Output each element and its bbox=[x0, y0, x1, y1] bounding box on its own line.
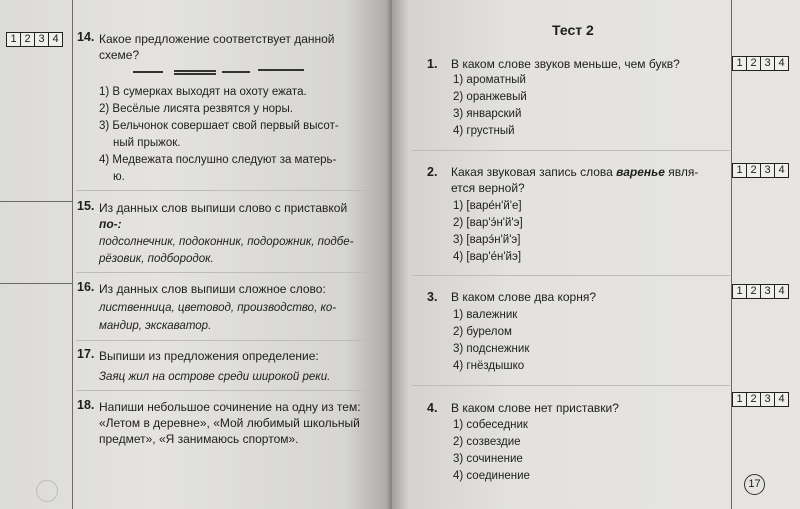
answer-cell[interactable]: 1 bbox=[733, 164, 747, 177]
option: 2) созвездие bbox=[453, 436, 521, 448]
question-text bbox=[451, 164, 698, 180]
divider bbox=[412, 150, 730, 151]
question-number: 14. bbox=[77, 30, 95, 44]
divider bbox=[76, 190, 376, 191]
question-text: Из данных слов выпиши слово с приставкой bbox=[99, 201, 348, 215]
option: 3) сочинение bbox=[453, 453, 523, 465]
scheme-dash bbox=[258, 69, 304, 71]
scheme-dash bbox=[133, 71, 163, 73]
divider bbox=[76, 390, 376, 391]
question-number: 1. bbox=[427, 57, 438, 71]
highlighted-word: варенье bbox=[616, 165, 665, 179]
option: 1) В сумерках выходят на охоту ежата. bbox=[99, 86, 307, 98]
answer-cell[interactable]: 1 bbox=[733, 285, 747, 298]
word-list: мандир, экскаватор. bbox=[99, 320, 212, 332]
answer-cell[interactable]: 2 bbox=[747, 164, 761, 177]
answer-cell[interactable]: 1 bbox=[733, 393, 747, 406]
answer-cell[interactable]: 1 bbox=[7, 33, 21, 46]
answer-cell[interactable]: 2 bbox=[747, 285, 761, 298]
answer-box-q14 bbox=[6, 32, 63, 47]
question-number: 3. bbox=[427, 290, 438, 304]
left-margin-tick bbox=[0, 201, 72, 202]
option: 3) январский bbox=[453, 108, 522, 120]
answer-cell[interactable]: 4 bbox=[778, 285, 785, 297]
question-text-part: явля- bbox=[664, 165, 699, 179]
word-list: подсолнечник, подоконник, подорожник, подбе- bbox=[99, 236, 354, 248]
option: 3) подснежник bbox=[453, 343, 530, 355]
question-text: Напиши небольшое сочинение на одну из тем: bbox=[99, 400, 361, 414]
answer-box-q1 bbox=[732, 56, 789, 71]
answer-cell[interactable]: 4 bbox=[778, 57, 785, 69]
answer-cell[interactable]: 2 bbox=[747, 57, 761, 70]
answer-cell[interactable]: 4 bbox=[778, 393, 785, 405]
left-margin-rule bbox=[72, 0, 73, 509]
answer-cell[interactable]: 2 bbox=[21, 33, 35, 46]
question-text: В каком слове звуков меньше, чем букв? bbox=[451, 57, 680, 71]
option: 1) ароматный bbox=[453, 74, 526, 86]
prefix-label: по-: bbox=[99, 217, 122, 231]
question-text: В каком слове нет приставки? bbox=[451, 401, 619, 415]
option: 4) соединение bbox=[453, 470, 530, 482]
option: 3) Бельчонок совершает свой первый высот- bbox=[99, 120, 339, 132]
left-page bbox=[0, 0, 392, 509]
answer-cell[interactable]: 3 bbox=[35, 33, 49, 46]
answer-box-q3 bbox=[732, 284, 789, 299]
page-number: 17 bbox=[744, 474, 765, 495]
question-number: 17. bbox=[77, 347, 95, 361]
question-text: предмет», «Я занимаюсь спортом». bbox=[99, 432, 299, 446]
question-text-part: Какая звуковая запись слова bbox=[451, 165, 617, 179]
sentence: Заяц жил на острове среди широкой реки. bbox=[99, 371, 331, 383]
option: 2) [вар'э́н'й'э] bbox=[453, 217, 523, 229]
word-list: лиственница, цветовод, производство, ко- bbox=[99, 302, 337, 314]
question-text: «Летом в деревне», «Мой любимый школьный bbox=[99, 416, 360, 430]
question-number: 4. bbox=[427, 401, 438, 415]
option: 4) [вар'е́н'йэ] bbox=[453, 251, 522, 263]
scheme-dash bbox=[222, 71, 250, 73]
left-margin-tick bbox=[0, 283, 72, 284]
divider bbox=[412, 385, 730, 386]
option: 4) грустный bbox=[453, 125, 515, 137]
question-number: 2. bbox=[427, 165, 438, 179]
answer-box-q4 bbox=[732, 392, 789, 407]
answer-cell[interactable]: 1 bbox=[733, 57, 747, 70]
option: ю. bbox=[113, 171, 125, 183]
answer-cell[interactable]: 3 bbox=[761, 57, 775, 70]
answer-cell[interactable]: 3 bbox=[761, 393, 775, 406]
question-text: Из данных слов выпиши сложное слово: bbox=[99, 282, 326, 296]
question-text: В каком слове два корня? bbox=[451, 290, 597, 304]
divider bbox=[76, 340, 376, 341]
divider bbox=[76, 272, 376, 273]
question-number: 16. bbox=[77, 280, 95, 294]
answer-cell[interactable]: 4 bbox=[52, 33, 59, 45]
question-text: ется верной? bbox=[451, 181, 525, 195]
option: 1) [варе́н'й'е] bbox=[453, 200, 522, 212]
faint-page-circle bbox=[36, 480, 58, 502]
option: 2) бурелом bbox=[453, 326, 512, 338]
option: 1) собеседник bbox=[453, 419, 528, 431]
option: 2) оранжевый bbox=[453, 91, 527, 103]
option: 3) [варэ́н'й'э] bbox=[453, 234, 521, 246]
scheme-dash bbox=[174, 73, 216, 75]
word-list: рёзовик, подбородок. bbox=[99, 253, 214, 265]
answer-cell[interactable]: 3 bbox=[761, 285, 775, 298]
question-number: 18. bbox=[77, 398, 95, 412]
question-text: Какое предложение соответствует данной bbox=[99, 32, 335, 46]
answer-cell[interactable]: 2 bbox=[747, 393, 761, 406]
option: ный прыжок. bbox=[113, 137, 181, 149]
divider bbox=[412, 275, 730, 276]
scheme-dash bbox=[174, 70, 216, 72]
option: 4) гнёздышко bbox=[453, 360, 525, 372]
option: 1) валежник bbox=[453, 309, 518, 321]
right-margin-rule bbox=[731, 0, 732, 509]
answer-cell[interactable]: 3 bbox=[761, 164, 775, 177]
question-text: схеме? bbox=[99, 48, 140, 62]
answer-box-q2 bbox=[732, 163, 789, 178]
option: 2) Весёлые лисята резвятся у норы. bbox=[99, 103, 293, 115]
option: 4) Медвежата послушно следуют за матерь- bbox=[99, 154, 337, 166]
question-number: 15. bbox=[77, 199, 95, 213]
answer-cell[interactable]: 4 bbox=[778, 164, 785, 176]
question-text: Выпиши из предложения определение: bbox=[99, 349, 319, 363]
test-title: Тест 2 bbox=[552, 22, 594, 38]
right-page bbox=[392, 0, 800, 509]
